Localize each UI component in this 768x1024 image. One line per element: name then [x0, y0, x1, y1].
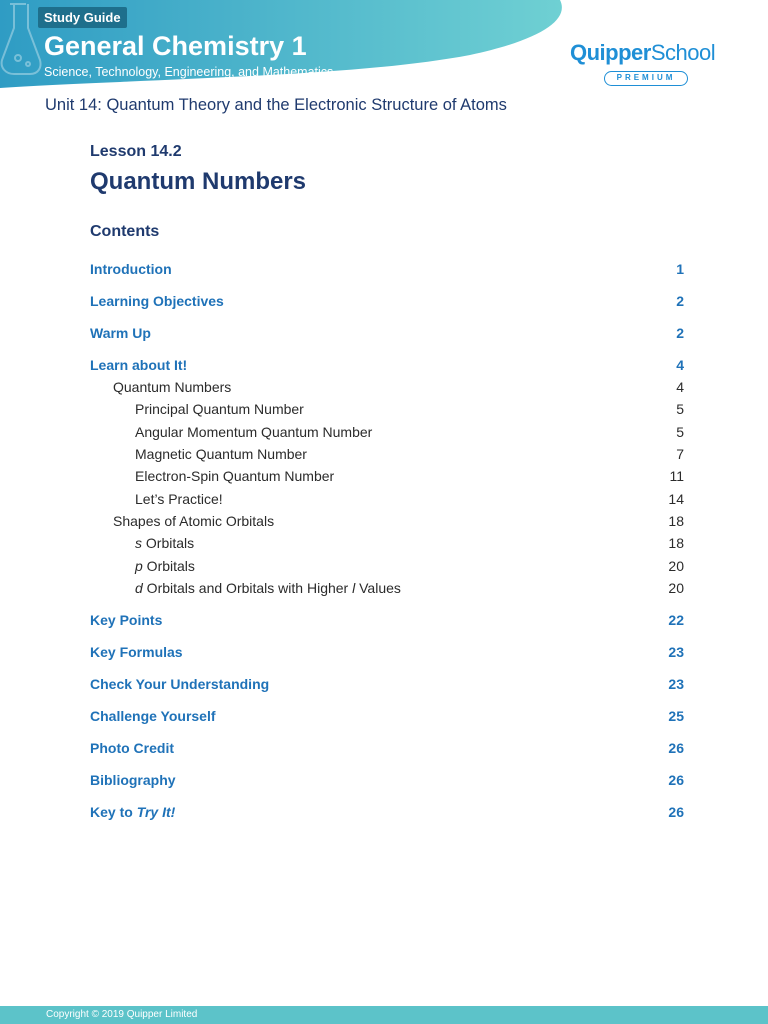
toc-entry-label-text: Magnetic Quantum Number: [135, 446, 307, 462]
toc-entry-page: 23: [668, 676, 684, 692]
toc-entry[interactable]: [90, 511, 684, 531]
toc-entry-page: 18: [668, 513, 684, 529]
toc-entry-label: [90, 642, 183, 662]
toc-entry-label-text: Bibliography: [90, 772, 176, 788]
toc-entry-label: [90, 706, 216, 726]
toc-entry-label: [135, 444, 307, 464]
toc-entry-label: [90, 738, 174, 758]
toc-entry-page: 11: [669, 468, 684, 484]
study-guide-badge: Study Guide: [38, 7, 127, 28]
toc-entry-label: [90, 259, 172, 279]
toc-entry-page: 2: [676, 293, 684, 309]
toc-entry[interactable]: [90, 422, 684, 442]
lesson-label: Lesson 14.2: [90, 143, 182, 160]
logo-premium-badge: PREMIUM: [604, 71, 688, 86]
toc-entry-label-tail: Values: [355, 580, 401, 596]
toc-entry-page: 20: [668, 558, 684, 574]
toc-entry-label-text: Orbitals: [142, 558, 195, 574]
toc-entry-label: [135, 466, 334, 486]
toc-entry[interactable]: [90, 466, 684, 486]
toc-entry[interactable]: [90, 770, 684, 790]
toc-entry-label-italic: s: [135, 535, 142, 551]
toc-entry-label: [113, 511, 274, 531]
toc-entry[interactable]: [90, 444, 684, 464]
toc-entry-label-text: Principal Quantum Number: [135, 401, 304, 417]
toc-entry-page: 5: [676, 424, 684, 440]
contents-heading: Contents: [90, 223, 160, 240]
toc-entry-label-italic: l: [352, 580, 356, 596]
toc-entry-label: [135, 556, 195, 576]
toc-entry[interactable]: [90, 399, 684, 419]
toc-entry-label-text: Let’s Practice!: [135, 491, 223, 507]
toc-entry-label: [90, 323, 151, 343]
unit-title: Unit 14: Quantum Theory and the Electronic Structure of Atoms: [45, 96, 507, 114]
toc-entry[interactable]: [90, 802, 684, 822]
toc-entry-label: [135, 422, 372, 442]
toc-entry-label-text: Photo Credit: [90, 740, 174, 756]
toc-entry-page: 4: [676, 379, 684, 395]
toc-entry-label-text: Key Points: [90, 612, 163, 628]
toc-entry-label: [135, 489, 223, 509]
toc-entry[interactable]: [90, 578, 684, 598]
toc-entry[interactable]: [90, 291, 684, 311]
toc-entry-label: [90, 610, 162, 630]
toc-entry[interactable]: [90, 738, 684, 758]
toc-entry-page: 7: [676, 446, 684, 462]
toc-entry-page: 4: [676, 357, 684, 373]
toc-entry-page: 18: [668, 535, 684, 551]
toc-entry-label: [90, 291, 224, 311]
toc-entry-label-italic: d: [135, 580, 143, 596]
toc-entry[interactable]: [90, 674, 684, 694]
toc-entry-label-italic: Try It!: [136, 804, 176, 820]
toc-entry-label: [135, 399, 304, 419]
toc-entry-label: [90, 355, 187, 375]
toc-entry[interactable]: [90, 489, 684, 509]
logo-word-quipper: Quipper: [570, 40, 651, 65]
toc-entry[interactable]: [90, 706, 684, 726]
toc-entry-label: [90, 770, 176, 790]
footer-bar: [0, 1006, 768, 1024]
toc-entry-page: 26: [668, 804, 684, 820]
toc-entry-label-text: Quantum Numbers: [113, 379, 232, 395]
toc-entry-label-text: Angular Momentum Quantum Number: [135, 424, 373, 440]
toc-entry-page: 2: [676, 325, 684, 341]
toc-entry-label: [135, 578, 401, 598]
toc-entry-label-text: Learn about It!: [90, 357, 188, 373]
toc-entry[interactable]: [90, 642, 684, 662]
toc-entry-label-text: Introduction: [90, 261, 172, 277]
toc-entry[interactable]: [90, 377, 684, 397]
toc-entry-label-text: Orbitals: [142, 535, 195, 551]
toc-entry-label-text: Challenge Yourself: [90, 708, 216, 724]
toc-entry-label: [135, 533, 194, 553]
toc-entry-page: 14: [668, 491, 684, 507]
toc-entry-label-text: Orbitals and Orbitals with Higher: [142, 580, 353, 596]
logo-wordmark: [570, 40, 730, 66]
toc-entry-label-italic: p: [135, 558, 143, 574]
toc-entry-label: [113, 377, 231, 397]
toc-entry-label: [90, 802, 175, 822]
toc-entry-page: 20: [668, 580, 684, 596]
toc-entry-label-text: Electron-Spin Quantum Number: [135, 468, 335, 484]
toc-entry[interactable]: [90, 323, 684, 343]
toc-entry-label-text: Key to: [90, 804, 137, 820]
lesson-title: Quantum Numbers: [90, 168, 307, 195]
toc-entry-label-text: Learning Objectives: [90, 293, 224, 309]
logo-word-school: School: [650, 40, 716, 65]
course-subtitle: Science, Technology, Engineering, and Mathematics: [44, 65, 334, 79]
toc-entry-label: [90, 674, 269, 694]
toc-entry-page: 22: [668, 612, 684, 628]
toc-entry[interactable]: [90, 533, 684, 553]
copyright-text: Copyright © 2019 Quipper Limited: [46, 1009, 198, 1020]
toc-entry-label-text: Warm Up: [90, 325, 151, 341]
toc-entry-page: 26: [668, 772, 684, 788]
toc-entry[interactable]: [90, 355, 684, 375]
toc-entry-label-text: Key Formulas: [90, 644, 183, 660]
toc-entry-page: 5: [676, 401, 684, 417]
toc-entry-label-text: Check Your Understanding: [90, 676, 270, 692]
toc-entry[interactable]: [90, 556, 684, 576]
toc-entry[interactable]: [90, 610, 684, 630]
toc-entry-page: 1: [676, 261, 684, 277]
toc-entry-page: 25: [668, 708, 684, 724]
toc-entry-page: 23: [668, 644, 684, 660]
toc-entry-page: 26: [668, 740, 684, 756]
toc-entry-label-text: Shapes of Atomic Orbitals: [113, 513, 275, 529]
quipper-school-logo: [570, 40, 730, 90]
course-title: General Chemistry 1: [44, 31, 307, 61]
toc-entry[interactable]: [90, 259, 684, 279]
